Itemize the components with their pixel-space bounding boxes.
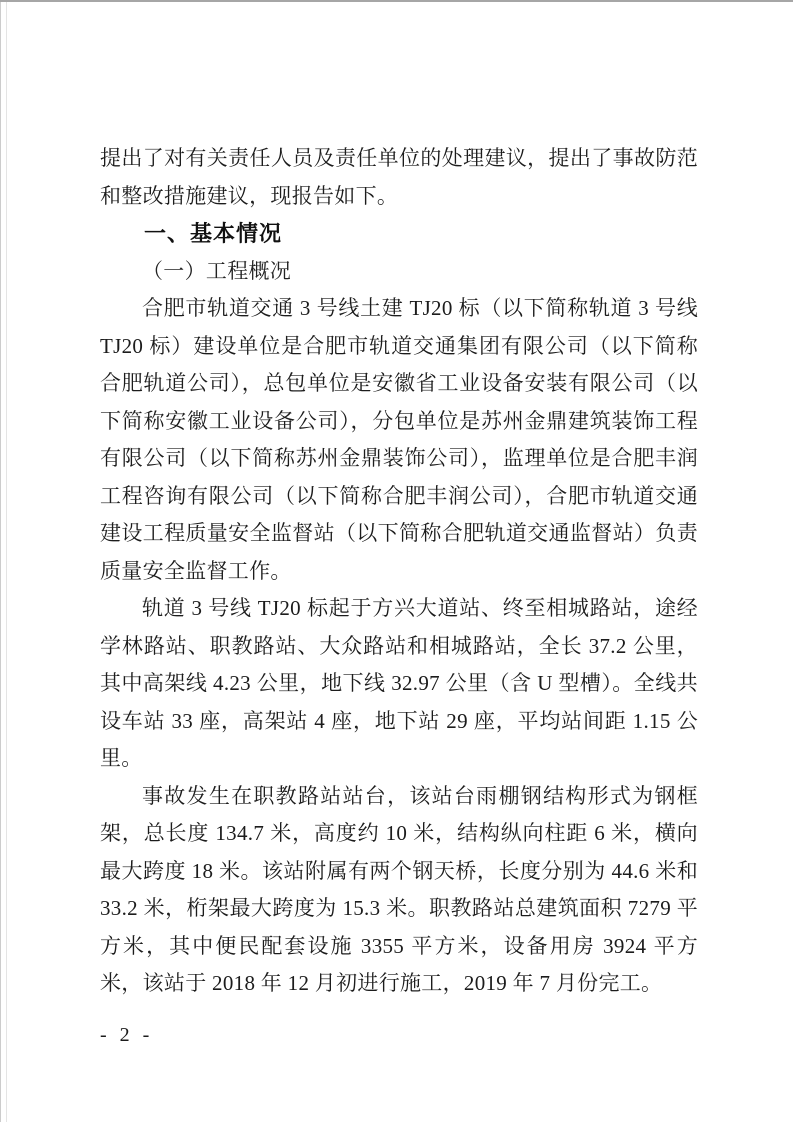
scan-edge-left-inner [6, 2, 7, 1122]
page-content [100, 140, 698, 1003]
body-paragraph-1: 合肥市轨道交通 3 号线土建 TJ20 标（以下简称轨道 3 号线 TJ20 标）建设单位是合肥市轨道交通集团有限公司（以下简称合肥轨道公司），总包单位是安徽省工业设备安装有限公司（以下简称安徽工业设备公司），分包单位是苏州金鼎建筑装饰工程有限公司（以下简称苏州金鼎装饰公司），监理单位是合肥丰润工程咨询有限公司（以下简称合肥丰润公司），合肥市轨道交通建设工程质量安全监督站（以下简称合肥轨道交通监督站）负责质量安全监督工作。 [100, 296, 698, 583]
page-number: - 2 - [100, 1024, 154, 1046]
body-paragraph-3: 事故发生在职教路站站台，该站台雨棚钢结构形式为钢框架，总长度 134.7 米，高度约 10 米，结构纵向柱距 6 米，横向最大跨度 18 米。该站附属有两个钢天桥，长度分别为 44.6 米和 33.2 米，桁架最大跨度为 15.3 米。职教路站总建筑面积 7279 平方米，其中便民配套设施 3355 平方米，设备用房 3924 平方米，该站于 2018 年 12 月初进行施工，2019 年 7 月份完工。 [100, 783, 698, 995]
scan-edge-top [0, 0, 793, 2]
subsection-heading: （一）工程概况 [142, 258, 292, 283]
body-paragraph-2: 轨道 3 号线 TJ20 标起于方兴大道站、终至相城路站，途经学林路站、职教路站、大众路站和相城路站，全长 37.2 公里，其中高架线 4.23 公里，地下线 32.97 公里（含 U 型槽）。全线共设车站 33 座，高架站 4 座，地下站 29 座，平均站间距 1.15 公里。 [100, 596, 698, 770]
section-heading: 一、基本情况 [144, 221, 283, 246]
intro-paragraph: 提出了对有关责任人员及责任单位的处理建议，提出了事故防范和整改措施建议，现报告如下。 [100, 146, 698, 208]
scan-edge-left-outer [0, 2, 1, 1122]
